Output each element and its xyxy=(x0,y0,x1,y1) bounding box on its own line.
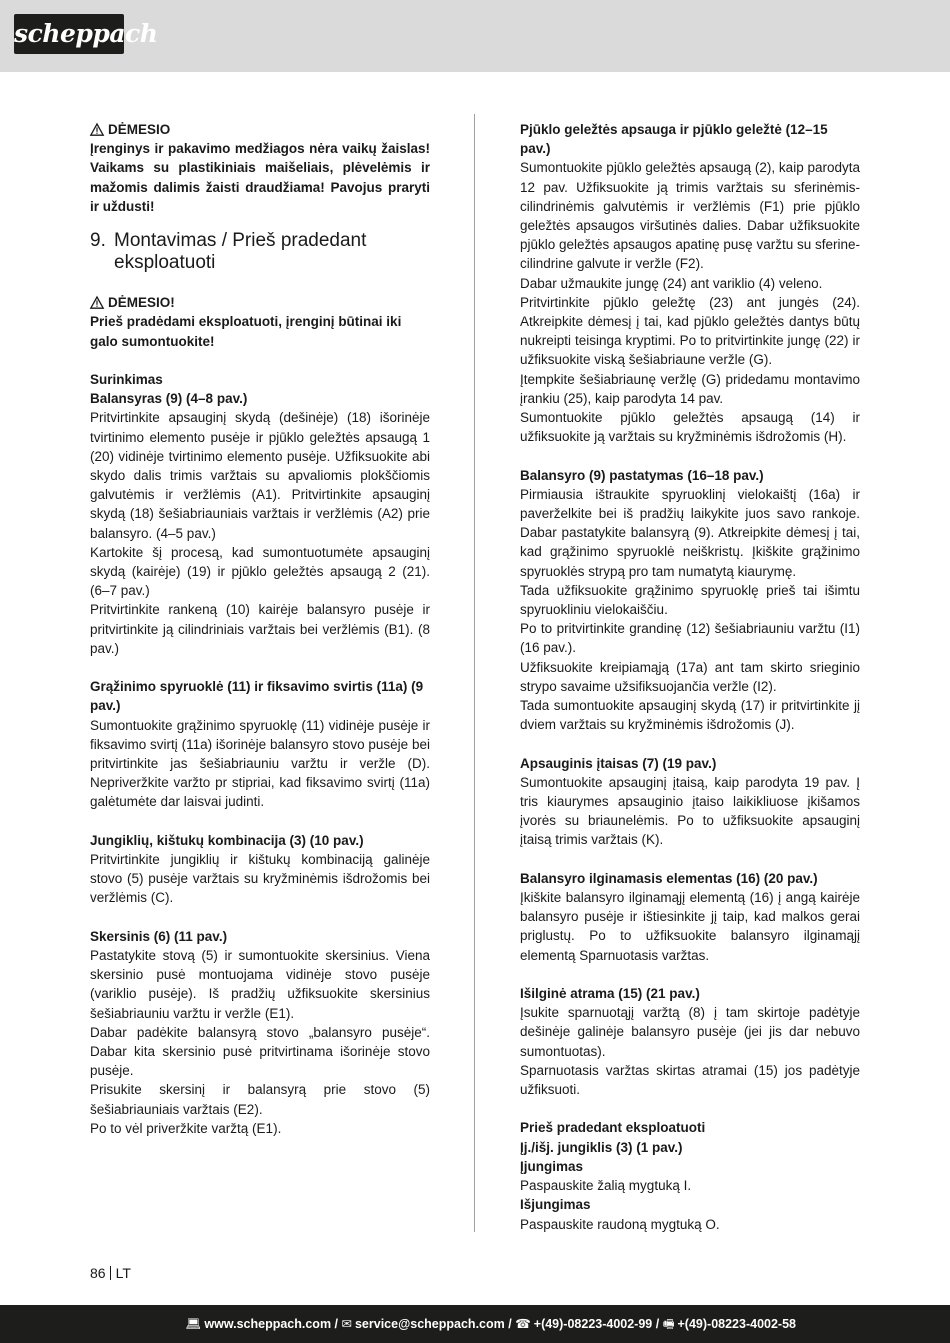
paragraph: Po to pritvirtinkite grandinę (12) šešiabriauniu varžtu (I1) (16 pav.). xyxy=(520,621,860,656)
chapter-title: Montavimas / Prieš pradedant eksploatuoti xyxy=(114,230,367,274)
section-heading: Skersinis (6) (11 pav.) xyxy=(90,928,228,944)
chapter-number: 9. xyxy=(90,230,106,252)
warning-title-1 xyxy=(90,120,430,139)
paragraph: Užfiksuokite kreipiamąją (17a) ant tam skirto srieginio strypo savaime užsifiksuojančia veržle (I2). xyxy=(520,659,860,694)
paragraph: Pritvirtinkite jungiklių ir kištukų kombinaciją galinėje stovo (5) pusėje varžtais su kryžminėmis išdrožomis bei veržlėmis (C). xyxy=(90,852,430,906)
section-heading: Pjūklo geležtės apsauga ir pjūklo geležtė (12–15 pav.) xyxy=(520,122,828,157)
footer-band xyxy=(0,1305,950,1343)
paragraph: Sumontuokite grąžinimo spyruoklę (11) vidinėje pusėje ir fiksavimo svirtį (11a) išorinėje balansyro stovo pusėje bei pritvirtinkite jas šešiabriauniu varžtu ir veržle (D). Nepriveržkite varžto pr stipriai, kad fiksavimo svirtį (11a) galėtumėte dar laisvai judinti. xyxy=(90,717,430,810)
phone-icon: ☎︎ xyxy=(515,1317,531,1331)
assembly-heading: Surinkimas xyxy=(90,372,163,387)
page-number-value: 86 xyxy=(90,1265,106,1281)
subsection-heading: Įj./išj. jungiklis (3) (1 pav.) xyxy=(520,1139,683,1155)
paragraph: Paspauskite žalią mygtuką I. xyxy=(520,1178,692,1194)
paragraph: Pritvirtinkite rankeną (10) kairėje balansyro pusėje ir pritvirtinkite ją cilindriniais varžtais bei veržlėmis (B1). (8 pav.) xyxy=(90,602,430,656)
paragraph: Pastatykite stovą (5) ir sumontuokite skersinius. Viena skersinio pusė montuojama vidinėje stovo pusėje (variklio pusėje). Iš pradžių užfiksuokite skersinius šešiabriauniu varžtu ir veržle (E1). xyxy=(90,948,430,1021)
warning-title-2 xyxy=(90,293,430,312)
phone-number: +(49)-08223-4002-99 / xyxy=(533,1317,660,1331)
warning-text-2: Prieš pradėdami eksploatuoti, įrenginį būtinai iki galo sumontuokite! xyxy=(90,314,402,349)
section-heading: Jungiklių, kištukų kombinacija (3) (10 pav.) xyxy=(90,832,364,848)
subsection-heading: Įjungimas xyxy=(520,1158,584,1174)
header-band xyxy=(0,0,950,72)
fax-number: +(49)-08223-4002-58 xyxy=(677,1317,796,1331)
warning-title-text: DĖMESIO! xyxy=(108,295,175,311)
fax-icon: 🖷︎ xyxy=(662,1317,675,1331)
paragraph: Sumontuokite apsauginį įtaisą, kaip parodyta 19 pav. Į tris kiaurymes apsauginio įtaiso laikikliuose įkišamos įvorės su briaunelėmis. Po to užfiksuokite apsauginį įtaisą trimis varžtais (K). xyxy=(520,774,860,848)
email-link[interactable]: service@scheppach.com / xyxy=(354,1317,512,1331)
section-heading: Apsauginis įtaisas (7) (19 pav.) xyxy=(520,755,717,771)
section-heading: Balansyras (9) (4–8 pav.) xyxy=(90,391,248,407)
language-code: LT xyxy=(115,1265,131,1281)
footer-contacts xyxy=(186,1305,796,1343)
warning-triangle-icon xyxy=(90,123,104,136)
paragraph: Sumontuokite pjūklo geležtės apsaugą (2), kaip parodyta 12 pav. Užfiksuokite ją trimis varžtais su sferinėmis-cilindrinėmis galvutėmis ir veržlėmis (F1) prie pjūklo geležtės apsaugos viršutinės dalies. Dabar užfiksuokite pjūklo geležtės apsaugos apatinę pusę varžtu su sferine-cilindrine galvute ir veržle (F2). xyxy=(520,160,860,272)
section-heading: Grąžinimo spyruoklė (11) ir fiksavimo svirtis (11a) (9 pav.) xyxy=(90,679,424,714)
paragraph: Dabar padėkite balansyrą stovo „balansyro pusėje“. Dabar kita skersinio pusė pritvirtinama išorinėje stovo pusėje. xyxy=(90,1024,430,1079)
paragraph: Kartokite šį procesą, kad sumontuotumėte apsauginį skydą (kairėje) (19) ir pjūklo geležtės apsaugą 2 (21). (6–7 pav.) xyxy=(90,544,430,599)
paragraph: Prisukite skersinį ir balansyrą prie stovo (5) šešiabriauniais varžtais (E2). xyxy=(90,1082,430,1117)
paragraph: Pritvirtinkite pjūklo geležtę (23) ant jungės (24). Atkreipkite dėmesį į tai, kad pjūklo geležtės dantys būtų nukreipti teisinga kryptimi. Po to pritvirtinkite jungę (22) ir užfiksuokite viską šešiabriaune veržle (G). xyxy=(520,294,860,368)
paragraph: Pirmiausia ištraukite spyruoklinį vielokaištį (16a) ir paverželkite bei iš pradžių laikykite juos savo rankoje. Dabar pastatykite balansyrą (9). Atkreipkite dėmesį į tai, kad grąžinimo spyruoklė neiškristų. Įkiškite grąžinimo spyruoklės strypą pro tam numatytą kiaurymę. xyxy=(520,486,860,579)
warning-text-1: Įrenginys ir pakavimo medžiagos nėra vaikų žaislas! Vaikams su plastikiniais maišeliais, plėvelėmis ir mažomis dalimis žaisti draudžiama! Pavojus praryti ir uždusti! xyxy=(90,141,430,214)
left-column xyxy=(90,120,430,1138)
paragraph: Po to vėl priveržkite varžtą (E1). xyxy=(90,1120,282,1136)
section-heading: Išilginė atrama (15) (21 pav.) xyxy=(520,986,700,1002)
paragraph: Tada užfiksuokite grąžinimo spyruoklę prieš tai išimtu spyruokliniu vielokaiščiu. xyxy=(520,582,860,618)
website-link[interactable]: www.scheppach.com / xyxy=(204,1317,339,1331)
column-divider xyxy=(474,114,475,1232)
paragraph: Pritvirtinkite apsauginį skydą (dešinėje) (18) išorinėje tvirtinimo elemento pusėje ir pjūklo geležtės apsaugą 1 (20) vidinėje tvirtinimo elemento pusėje. Užfiksuokite abi skydo dalis trimis varžtais su apvaliomis plokščiomis galvutėmis ir veržlėmis (A1). Pritvirtinkite apsauginį skydą (18) šešiabriauniais varžtais ir veržlėmis (A2) prie balansyro. (4–5 pav.) xyxy=(90,410,430,541)
paragraph: Sumontuokite pjūklo geležtės apsaugą (14) ir užfiksuokite ją varžtais su kryžminėmis išdrožomis (H). xyxy=(520,410,860,445)
warning-title-text: DĖMESIO xyxy=(108,122,171,137)
page-number xyxy=(90,1264,131,1282)
mail-icon: ✉︎ xyxy=(341,1317,352,1331)
paragraph: Įtempkite šešiabriaunę veržlę (G) pridedamu montavimo įrankiu (25), kaip parodyta 14 pav. xyxy=(520,371,860,406)
right-column xyxy=(520,120,860,1234)
chapter-heading xyxy=(90,230,430,274)
section-heading: Balansyro (9) pastatymas (16–18 pav.) xyxy=(520,467,764,483)
scheppach-logo: scheppach xyxy=(14,14,124,54)
paragraph: Tada sumontuokite apsauginį skydą (17) ir pritvirtinkite jį dviem varžtais su kryžminėmis išdrožomis (J). xyxy=(520,698,860,733)
paragraph: Įkiškite balansyro ilginamąjį elementą (16) į angą kairėje balansyro pusėje ir ištiesinkite jį taip, kad malkos gerai priglustų. Po to užfiksuokite balansyro ilginamąjį elementą Sparnuotasis varžtas. xyxy=(520,890,860,963)
computer-icon: 💻︎ xyxy=(185,1317,202,1331)
warning-triangle-icon xyxy=(90,296,104,309)
section-heading: Prieš pradedant eksploatuoti xyxy=(520,1120,706,1136)
subsection-heading: Išjungimas xyxy=(520,1197,591,1213)
paragraph: Sparnuotasis varžtas skirtas atramai (15) jos padėtyje užfiksuoti. xyxy=(520,1062,860,1098)
paragraph: Paspauskite raudoną mygtuką O. xyxy=(520,1216,720,1232)
section-heading: Balansyro ilginamasis elementas (16) (20 pav.) xyxy=(520,870,818,886)
paragraph: Dabar užmaukite jungę (24) ant variklio (4) veleno. xyxy=(520,275,823,291)
paragraph: Įsukite sparnuotąjį varžtą (8) į tam skirtoje padėtyje dešinėje galinėje balansyro pusėje (jei jis dar nebuvo sumontuotas). xyxy=(520,1005,860,1059)
